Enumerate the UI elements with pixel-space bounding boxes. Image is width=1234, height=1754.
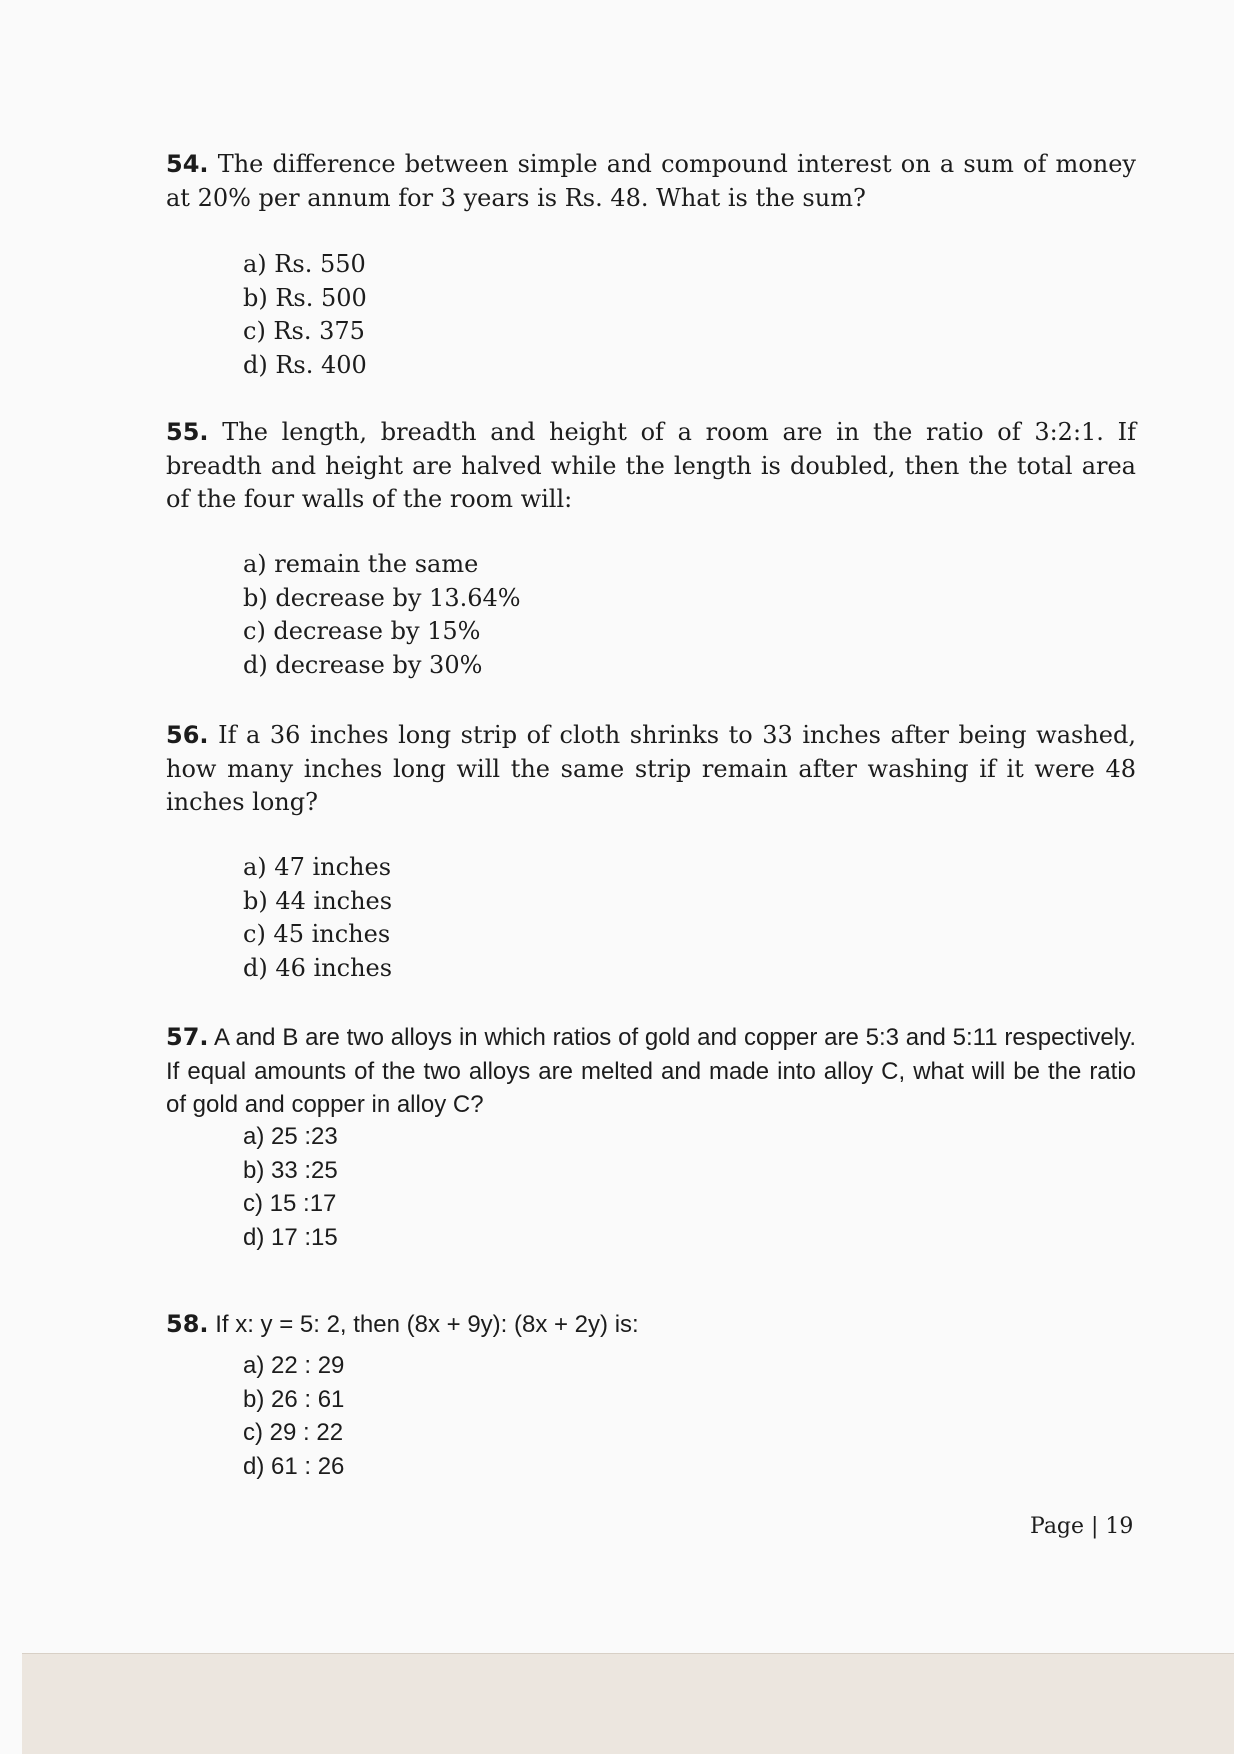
question-57 (166, 1021, 1136, 1122)
option-b: b) Rs. 500 (243, 283, 367, 312)
question-number: 58. (166, 1310, 209, 1338)
question-58 (166, 1308, 1136, 1342)
question-56 (166, 719, 1136, 820)
options-58 (243, 1349, 344, 1483)
option-c: c) decrease by 15% (243, 617, 481, 646)
option-a: a) Rs. 550 (243, 250, 366, 278)
option-a: a) 22 : 29 (243, 1352, 345, 1379)
options-54 (243, 248, 367, 382)
question-number: 57. (166, 1023, 209, 1051)
question-54 (166, 148, 1136, 215)
option-b: b) 26 : 61 (243, 1385, 345, 1413)
option-c: c) Rs. 375 (243, 317, 365, 346)
options-57 (243, 1120, 338, 1254)
question-number: 54. (166, 150, 209, 178)
option-b: b) 44 inches (243, 886, 393, 915)
question-number: 55. (166, 418, 209, 446)
question-number: 56. (166, 721, 209, 749)
option-b: b) decrease by 13.64% (243, 583, 521, 612)
option-a: a) 47 inches (243, 853, 392, 881)
option-d: d) Rs. 400 (243, 350, 367, 379)
question-text: The difference between simple and compound interest on a sum of money at 20% per annum for 3 years is Rs. 48. What is the sum? (166, 150, 1136, 212)
question-text: A and B are two alloys in which ratios of gold and copper are 5:3 and 5:11 respectively. If equal amounts of the two alloys are melted and made into alloy C, what will be the ratio of gold and copper in alloy C? (166, 1024, 1136, 1119)
question-text: If x: y = 5: 2, then (8x + 9y): (8x + 2y) is: (215, 1311, 639, 1338)
option-d: d) 17 :15 (243, 1223, 338, 1251)
page-number: Page | 19 (1030, 1514, 1134, 1539)
option-c: c) 15 :17 (243, 1190, 337, 1218)
option-a: a) remain the same (243, 550, 479, 578)
option-a: a) 25 :23 (243, 1123, 338, 1150)
option-c: c) 29 : 22 (243, 1419, 344, 1447)
options-56 (243, 851, 392, 985)
option-d: d) 61 : 26 (243, 1452, 345, 1480)
bottom-paper-strip (22, 1653, 1234, 1754)
options-55 (243, 548, 521, 682)
option-d: d) decrease by 30% (243, 650, 483, 679)
question-55 (166, 416, 1136, 517)
option-b: b) 33 :25 (243, 1156, 338, 1184)
question-text: If a 36 inches long strip of cloth shrinks to 33 inches after being washed, how many inches long will the same strip remain after washing if it were 48 inches long? (166, 721, 1136, 817)
option-c: c) 45 inches (243, 920, 391, 949)
question-text: The length, breadth and height of a room are in the ratio of 3:2:1. If breadth and height are halved while the length is doubled, then the total area of the four walls of the room will: (166, 418, 1136, 514)
option-d: d) 46 inches (243, 953, 393, 982)
